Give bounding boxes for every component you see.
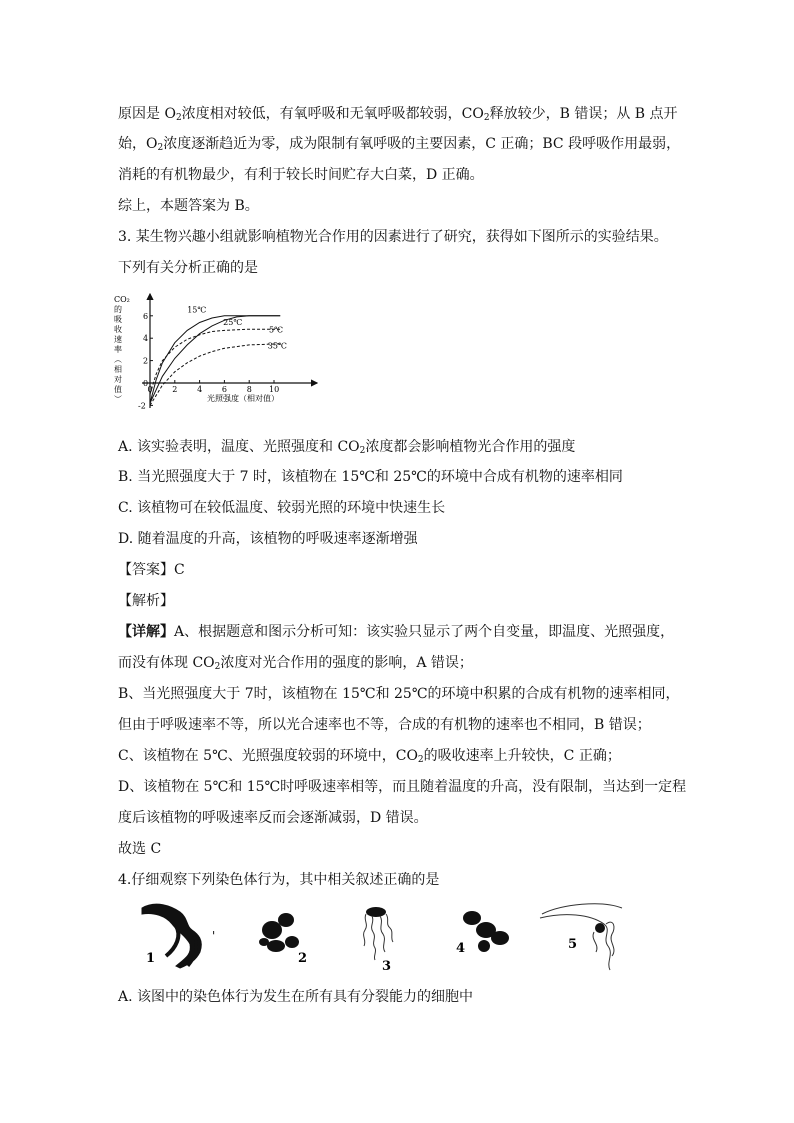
y-axis-label [114, 295, 130, 404]
analysis-heading: 【解析】 [118, 593, 174, 609]
chromosome-2 [259, 913, 299, 952]
series-label: 35℃ [267, 341, 287, 351]
option-b: B. 当光照强度大于 7 时，该植物在 15℃和 25℃的环境中合成有机物的速率相同 [118, 469, 623, 485]
detail-line: B、当光照强度大于 7时，该植物在 15℃和 25℃的环境中积累的合成有机物的速率相同， [118, 686, 680, 702]
separator-mark: ' [212, 929, 216, 943]
option-d: D. 随着温度的升高，该植物的呼吸速率逐渐增强 [118, 531, 418, 547]
option-a: A. 该图中的染色体行为发生在所有具有分裂能力的细胞中 [118, 989, 474, 1005]
series-label: 15℃ [187, 305, 207, 315]
y-label-char: CO₂ [114, 295, 130, 304]
text-line: 综上，本题答案为 B。 [118, 198, 259, 214]
series-label: 25℃ [223, 317, 243, 327]
answer: 【答案】C [118, 562, 185, 578]
chromosome-5 [540, 904, 622, 970]
y-label-char: 收 [114, 325, 122, 334]
y-tick-label: -2 [138, 401, 146, 410]
y-label-char: 的 [114, 305, 122, 314]
series-line-25℃ [147, 316, 280, 403]
question-3-stem: 下列有关分析正确的是 [118, 260, 258, 276]
series-label: 5℃ [269, 325, 284, 335]
y-label-char: 值 [114, 385, 122, 394]
y-label-char: 对 [114, 375, 122, 384]
series-line-15℃ [147, 316, 280, 403]
detail-line: 但由于呼吸速率不等，所以光合速率也不等，合成的有机物的速率也不相同，B 错误； [118, 717, 651, 733]
detail-line: 【详解】A、根据题意和图示分析可知：该实验只显示了两个自变量，即温度、光照强度， [118, 624, 675, 640]
series-line-5℃ [147, 329, 280, 394]
chromosome-figure [136, 896, 636, 976]
detail-line: C、该植物在 5℃、光照强度较弱的环境中，$CO_2$的吸收速率上升较快，C 正确； [118, 748, 621, 765]
chromosome-3 [364, 907, 393, 960]
x-tick-label: 4 [197, 385, 203, 394]
conclusion: 故选 C [118, 841, 162, 857]
y-tick-label: 4 [143, 334, 149, 344]
x-tick-label: 2 [172, 385, 178, 394]
chromosome-label-4: 4 [456, 941, 466, 956]
chromosome-label-1: 1 [146, 951, 156, 966]
y-tick-label: 2 [143, 356, 149, 366]
y-label-char: 率 [114, 345, 122, 354]
x-axis-label: 光照强度（相对值） [207, 394, 279, 403]
detail-line: D、该植物在 5℃和 15℃时呼吸速率相等，而且随着温度的升高，没有限制，当达到一定程 [118, 779, 687, 795]
chromosome-label-5: 5 [568, 937, 578, 952]
y-label-char: ︵ [114, 355, 122, 364]
y-tick-label: 6 [143, 311, 149, 321]
y-label-char: 相 [114, 365, 122, 374]
option-a: A. 该实验表明，温度、光照强度和 $CO_2$浓度都会影响植物光合作用的强度 [118, 439, 576, 456]
y-label-char: 速 [114, 335, 122, 344]
y-label-char: 吸 [114, 315, 122, 324]
x-tick-label: 6 [221, 385, 227, 394]
chromosome-label-2: 2 [298, 951, 308, 966]
x-tick-label: 0 [147, 385, 153, 394]
y-label-char: ︶ [114, 395, 122, 404]
text-line: 原因是 $O_2$浓度相对较低，有氧呼吸和无氧呼吸都较弱，$CO_2$释放较少，B 错误；从 B 点开 [118, 106, 678, 123]
y-tick-label: 0 [143, 379, 149, 388]
chromosome-label-3: 3 [382, 959, 392, 974]
question-4-stem: 4.仔细观察下列染色体行为，其中相关叙述正确的是 [118, 872, 440, 888]
option-c: C. 该植物可在较低温度、较弱光照的环境中快速生长 [118, 500, 446, 516]
detail-line: 度后该植物的呼吸速率反而会逐渐减弱，D 错误。 [118, 810, 428, 826]
text-line: 消耗的有机物最少，有利于较长时间贮存大白菜，D 正确。 [118, 167, 484, 183]
x-tick-label: 8 [246, 385, 252, 394]
chromosome-4 [463, 911, 509, 952]
x-tick-label: 10 [269, 385, 280, 394]
detail-line: 而没有体现 $CO_2$浓度对光合作用的强度的影响，A 错误； [118, 655, 473, 672]
text-line: 始，$O_2$浓度逐渐趋近为零，成为限制有氧呼吸的主要因素，C 正确；BC 段呼吸作用最弱， [118, 136, 681, 153]
question-3-stem: 3. 某生物兴趣小组就影响植物光合作用的因素进行了研究，获得如下图所示的实验结果。 [118, 229, 668, 245]
co2-absorption-chart [112, 290, 332, 410]
